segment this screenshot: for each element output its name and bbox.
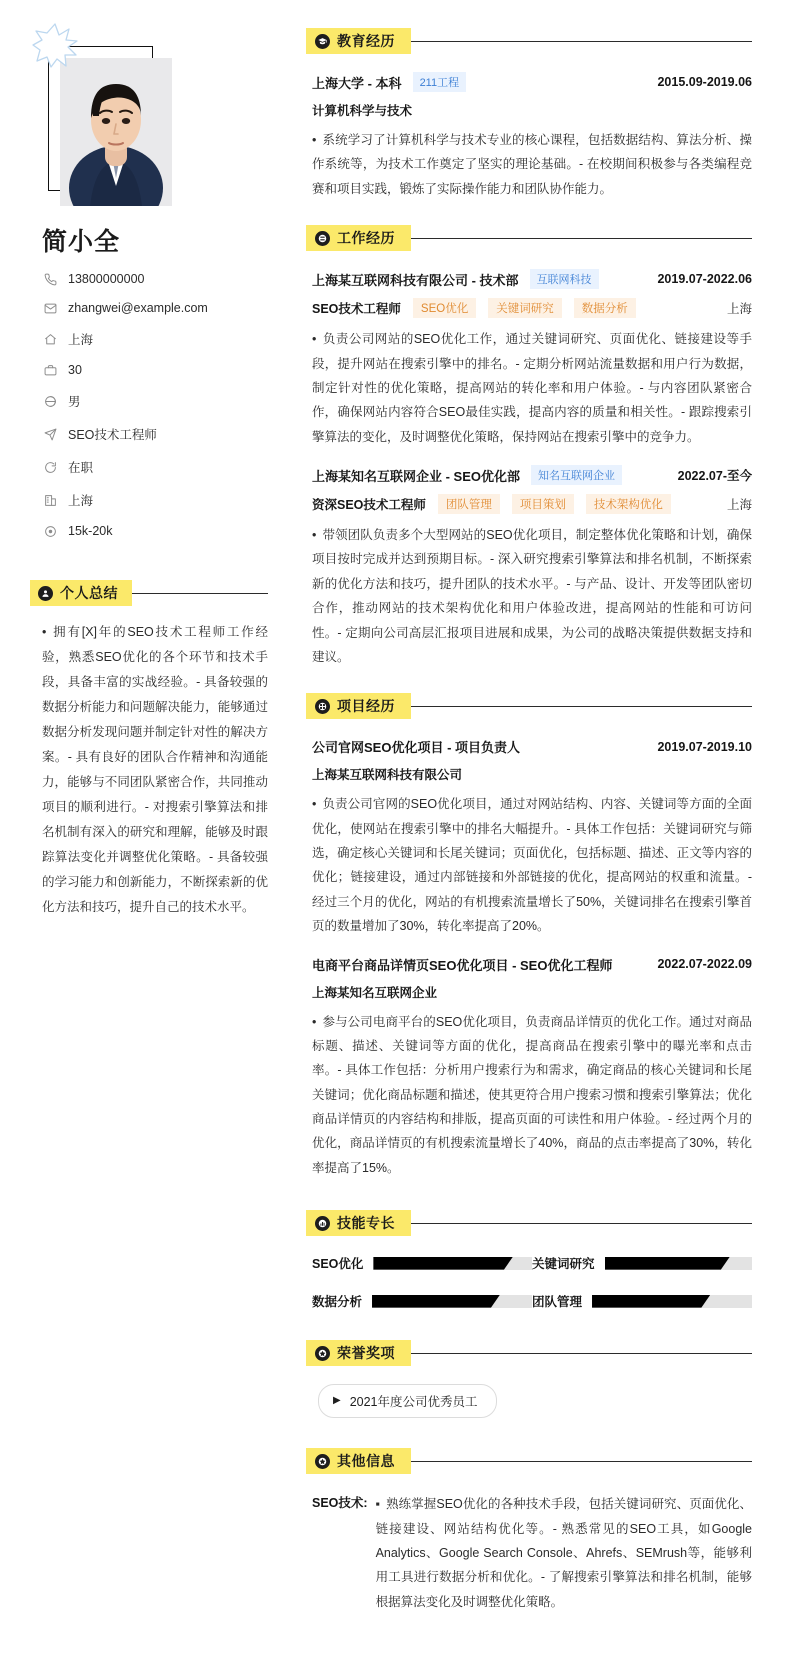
description-text: 系统学习了计算机科学与技术专业的核心课程，包括数据结构、算法分析、操作系统等，为技术工作奠定了坚实的理论基础。- 在校期间积极参与各类编程竞赛和项目实践，锻炼了实际操作能力和团队协作能力。 [312,133,752,196]
honor-list [306,1384,752,1418]
entry-description [312,1010,752,1181]
main-content [290,0,794,1654]
summary-section [30,580,268,920]
other-info-label: SEO技术: [312,1496,368,1511]
skill-tag: 数据分析 [574,298,636,318]
skill-bar-fill [605,1257,730,1270]
skill-item [312,1254,532,1272]
project-icon [315,699,330,714]
entry-header [312,955,752,974]
work-icon [315,231,330,246]
skill-tag: 关键词研究 [488,298,562,318]
job-location: 上海 [726,302,752,317]
skill-bar-fill [373,1257,513,1270]
section-header-honors [306,1340,752,1366]
entry-description [312,792,752,938]
avatar [60,58,172,206]
contact-email [42,301,268,315]
skill-label: 团队管理 [532,1295,583,1310]
contact-value: 上海 [68,333,94,347]
skill-tag: 技术架构优化 [586,494,671,514]
section-header-summary [30,580,268,606]
work-entry [312,465,752,669]
phone-icon [42,273,59,286]
school-name: 上海大学 - 本科 [312,75,402,91]
skill-item [312,1292,532,1310]
contact-hometown [42,330,268,348]
other-info-text [376,1492,752,1614]
bullet-marker: • [312,528,317,542]
school-tag: 211工程 [413,72,467,92]
section-title: 其他信息 [337,1453,395,1470]
chart-icon [315,1216,330,1231]
status-icon [42,461,59,474]
play-triangle-icon: ▶ [333,1395,341,1407]
section-rule [407,706,752,707]
section-header-work [306,225,752,251]
bullet-marker: ▪ [375,1497,381,1512]
contact-age [42,363,268,377]
education-icon [315,34,330,49]
contact-value: SEO技术工程师 [68,428,157,442]
bullet-marker: • [42,625,47,639]
section-title: 教育经历 [337,33,395,49]
section-header-education [306,28,752,54]
section-rule [407,41,752,42]
entry-role-row [312,298,752,318]
contact-value: 15k-20k [68,524,113,538]
skill-bar [372,1295,532,1308]
entry-header [312,465,752,485]
contact-phone [42,272,268,286]
section-rule [128,593,268,594]
entry-date: 2019.07-2022.06 [657,272,752,287]
skill-bar-fill [372,1295,500,1308]
description-text: 参与公司电商平台的SEO优化项目，负责商品详情页的优化工作。通过对商品标题、描述、关键词等方面的优化，提高商品在搜索引擎中的曝光率和点击率。- 具体工作包括：分析用户搜索行为和需求，确定商品的核心关键词和长尾关键词；优化商品标题和描述，使其更符合用户搜索习惯和搜索引擎算法；优化商品详情页的内容结构和排版，提高页面的可读性和用户体验。- 经过两个月的优化，商品详情页的有机搜索流量增长了40%，商品的点击率提高了30%，转化率提高了15%。 [312,1014,752,1175]
page-title: 简小全 [42,228,121,256]
city-icon [42,494,59,507]
home-icon [42,333,59,346]
projects-section [306,693,752,1180]
skill-item [532,1254,752,1272]
award-icon [315,1346,330,1361]
paper-plane-icon [42,428,59,441]
section-title: 技能专长 [337,1215,395,1232]
bullet-marker: • [312,797,317,812]
section-rule [407,1461,752,1462]
work-section [306,225,752,669]
section-rule [407,238,752,239]
skill-item [532,1292,752,1310]
job-role: SEO技术工程师 [312,302,401,317]
honors-section [306,1340,752,1418]
other-info-section [306,1448,752,1614]
summary-text [42,620,268,920]
contact-position [42,425,268,443]
entry-date: 2022.07-2022.09 [657,957,752,971]
honor-item[interactable] [318,1384,497,1418]
project-name: 电商平台商品详情页SEO优化项目 - SEO优化工程师 [312,957,613,973]
project-name: 公司官网SEO优化项目 - 项目负责人 [312,740,521,756]
skill-tag: 项目策划 [512,494,574,514]
entry-description [312,523,752,669]
skill-bar [373,1257,532,1270]
education-entry [312,72,752,201]
other-info-row [306,1492,752,1614]
description-text: 负责公司官网的SEO优化项目，通过对网站结构、内容、关键词等方面的全面优化，使网站在搜索引擎中的排名大幅提升。- 具体工作包括：关键词研究与筛选，确定核心关键词和长尾关键词；页面优化，包括标题、描述、正文等内容的优化；链接建设，通过内部链接和外部链接的优化，提高网站的权重和流量。- 经过三个月的优化，网站的有机搜索流量增长了50%，关键词排名在搜索引擎首页的数量增加了30%，转化率提高了20%。 [312,797,752,934]
work-entry [312,269,752,449]
entry-date: 2022.07-至今 [677,469,752,483]
skill-label: 关键词研究 [532,1257,595,1272]
contact-gender [42,392,268,410]
contact-value: 上海 [68,494,94,508]
sidebar [0,0,290,950]
bullet-marker: • [312,133,317,147]
description-text: 带领团队负责多个大型网站的SEO优化项目，制定整体优化策略和计划，确保项目按时完成并达到预期目标。- 深入研究搜索引擎算法和排名机制，不断探索新的优化方法和技巧，提升团队的技术水平。- 与产品、设计、开发等团队密切合作，推动网站的技术架构优化和用户体验改进，提高网站的性能和可访问性。- 定期向公司高层汇报项目进展和成果，为公司的战略决策提供数据支持和建议。 [312,528,752,664]
company-name: 上海某互联网科技有限公司 - 技术部 [312,272,519,288]
contact-salary [42,524,268,538]
industry-tag: 知名互联网企业 [531,465,622,485]
skill-grid [306,1254,752,1330]
skill-bar [605,1257,752,1270]
section-title: 工作经历 [337,230,395,247]
briefcase-icon [42,364,59,377]
bullet-marker: • [312,1014,317,1029]
section-rule [407,1353,752,1354]
project-entry [312,737,752,938]
starburst-decoration-icon [32,22,78,68]
skill-label: 数据分析 [312,1295,363,1310]
project-entry [312,955,752,1181]
section-rule [407,1223,752,1224]
person-icon [38,586,53,601]
photo-area [30,16,268,216]
section-title: 项目经历 [337,698,395,715]
entry-date: 2019.07-2019.10 [657,739,752,754]
description-text: 负责公司网站的SEO优化工作，通过关键词研究、页面优化、链接建设等手段，提升网站在搜索引擎中的排名。- 定期分析网站流量数据和用户行为数据，制定针对性的优化策略，提高网站的转化率和用户体验。- 与内容团队紧密合作，确保网站内容符合SEO最佳实践，提高内容的质量和相关性。- 跟踪搜索引擎算法的变化，及时调整优化策略，保持网站在搜索引擎中的竞争力。 [312,332,752,444]
project-company: 上海某知名互联网企业 [312,985,438,1000]
skill-bar [592,1295,752,1308]
entry-role-row [312,494,752,514]
mail-icon [42,302,59,315]
entry-header [312,737,752,756]
project-company: 上海某互联网科技有限公司 [312,768,463,783]
entry-description [312,327,752,449]
education-section [306,28,752,201]
section-title: 荣誉奖项 [337,1345,395,1362]
entry-header [312,72,752,92]
contact-value: zhangwei@example.com [68,301,208,315]
contact-value: 男 [68,395,81,409]
entry-header [312,269,752,289]
other-info-content: 熟练掌握SEO优化的各种技术手段，包括关键词研究、页面优化、链接建设、网站结构优化等。- 熟悉常见的SEO工具，如Google Analytics、Google Search Console、Ahrefs、SEMrush等，能够利用工具进行数据分析和优化。- 了解搜索引擎算法和排名机制，能够根据算法变化及时调整优化策略。 [375,1497,752,1609]
entry-description [312,128,752,201]
contact-status [42,458,268,476]
contact-value: 在职 [68,461,94,475]
section-title: 个人总结 [60,585,118,601]
salary-icon [42,525,59,538]
section-header-projects [306,693,752,719]
contact-list [42,272,268,538]
contact-value: 13800000000 [68,272,145,286]
job-role: 资深SEO技术工程师 [312,498,426,512]
skill-tag: SEO优化 [413,298,476,318]
section-header-other [306,1448,752,1474]
contact-city [42,491,268,509]
section-header-skills [306,1210,752,1236]
skill-label: SEO优化 [312,1257,364,1272]
skill-tag: 团队管理 [438,494,500,514]
summary-content: 拥有[X]年的SEO技术工程师工作经验，熟悉SEO优化的各个环节和技术手段，具备丰富的实战经验。- 具备较强的数据分析能力和问题解决能力，能够通过数据分析发现问题并制定针对性的解决方案。- 具有良好的团队合作精神和沟通能力，能够与不同团队紧密合作，共同推动项目的顺利进行。- 对搜索引擎算法和排名机制有深入的研究和理解，能够及时跟踪算法变化并调整优化策略。- 具备较强的学习能力和创新能力，不断探索新的优化方法和技巧，提升自己的技术水平。 [42,625,268,914]
major-name: 计算机科学与技术 [312,104,413,118]
gender-icon [42,395,59,408]
contact-value: 30 [68,363,82,377]
entry-date: 2015.09-2019.06 [657,75,752,89]
honor-label: 2021年度公司优秀员工 [349,1395,478,1410]
job-location: 上海 [726,498,752,512]
skill-bar-fill [592,1295,710,1308]
industry-tag: 互联网科技 [530,269,599,289]
award-icon [315,1454,330,1469]
company-name: 上海某知名互联网企业 - SEO优化部 [312,468,521,484]
skills-section [306,1210,752,1330]
bullet-marker: • [312,332,317,347]
